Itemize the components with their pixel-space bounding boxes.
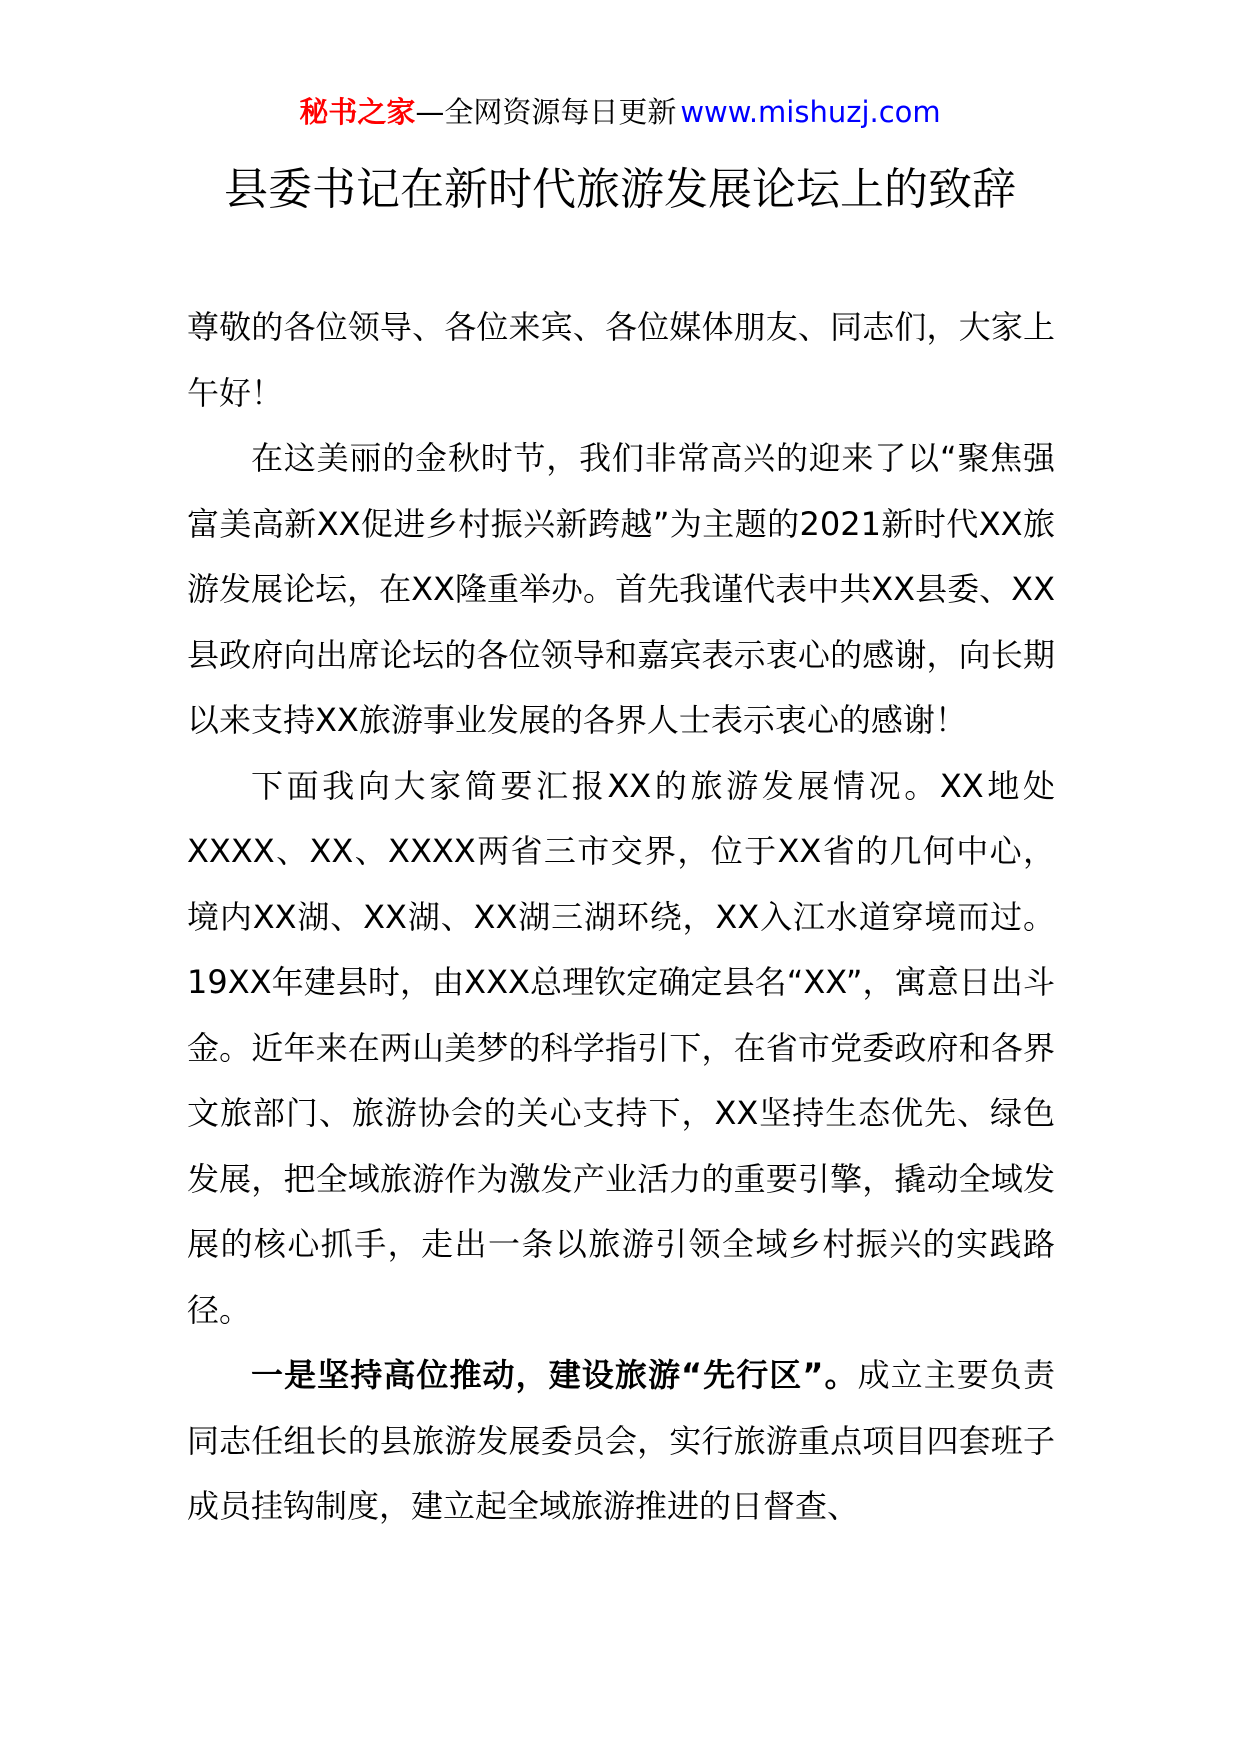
site-brand: 秘书之家 — [299, 95, 416, 129]
site-tagline: —全网资源每日更新 — [415, 95, 677, 129]
first-point-heading: 一是坚持高位推动，建设旅游“先行区”。 — [251, 1356, 858, 1394]
site-header — [0, 92, 1240, 132]
site-url-link[interactable]: www.mishuzj.com — [680, 95, 941, 129]
paragraph-first-point — [187, 1343, 1055, 1540]
document-body — [187, 295, 1055, 1540]
salutation: 尊敬的各位领导、各位来宾、各位媒体朋友、同志们，大家上午好！ — [187, 308, 1055, 412]
document-title: 县委书记在新时代旅游发展论坛上的致辞 — [224, 164, 1016, 215]
first-point-text: 成立主要负责同志任组长的县旅游发展委员会，实行旅游重点项目四套班子成员挂钩制度，建立起全域旅游推进的日督查、 — [187, 1356, 1055, 1525]
paragraph-overview: 下面我向大家简要汇报XX的旅游发展情况。XX地处XXXX、XX、XXXX两省三市交界，位于XX省的几何中心，境内XX湖、XX湖、XX湖三湖环绕，XX入江水道穿境而过。19XX年建县时，由XXX总理钦定确定县名“XX”，寓意日出斗金。近年来在两山美梦的科学指引下，在省市党委政府和各界文旅部门、旅游协会的关心支持下，XX坚持生态优先、绿色发展，把全域旅游作为激发产业活力的重要引擎，撬动全域发展的核心抓手，走出一条以旅游引领全域乡村振兴的实践路径。 — [187, 766, 1055, 1329]
paragraph-opening: 在这美丽的金秋时节，我们非常高兴的迎来了以“聚焦强富美高新XX促进乡村振兴新跨越”为主题的2021新时代XX旅游发展论坛，在XX隆重举办。首先我谨代表中共XX县委、XX县政府向出席论坛的各位领导和嘉宾表示衷心的感谢，向长期以来支持XX旅游事业发展的各界人士表示衷心的感谢！ — [187, 439, 1055, 739]
